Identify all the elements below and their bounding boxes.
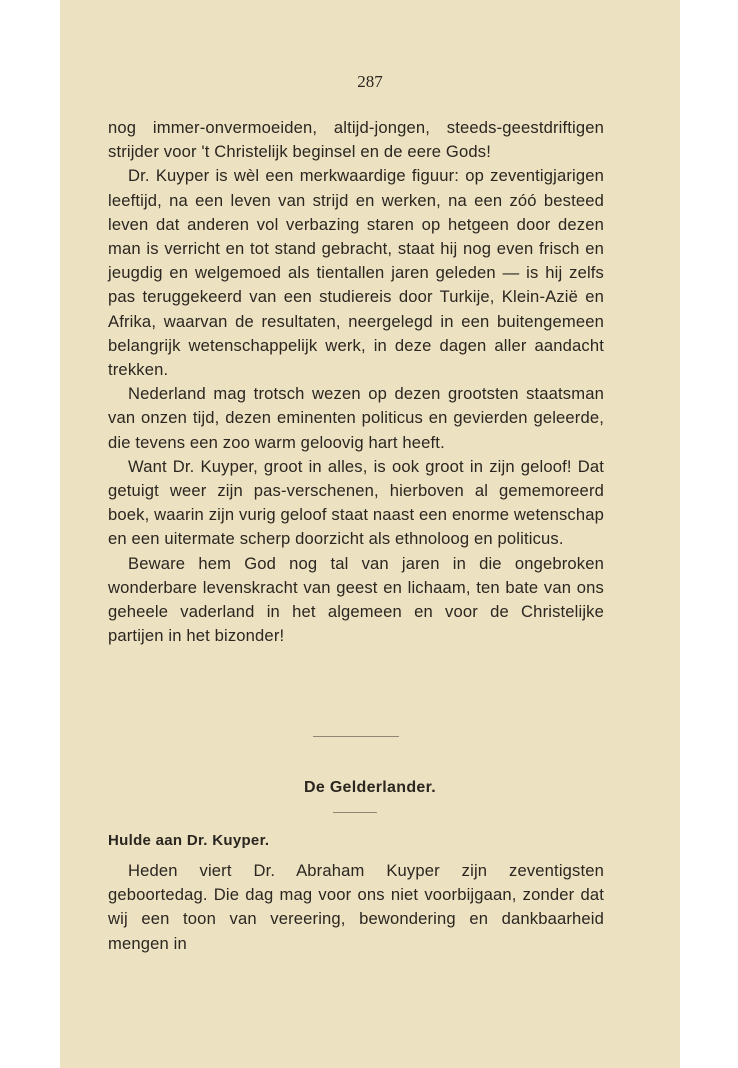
- paragraph: Want Dr. Kuyper, groot in alles, is ook groot in zijn geloof! Dat getuigt weer zijn pas-verschenen, hierboven al gememoreerd boek, waarin zijn vurig geloof staat naast een enorme wetenschap en een uitermate scherp doorzicht als ethnoloog en politicus.: [108, 456, 604, 549]
- paragraph: nog immer-onvermoeiden, altijd-jongen, steeds-geestdriftigen strijder voor 't Christelijk beginsel en de eere Gods!: [108, 118, 604, 162]
- paragraph: Heden viert Dr. Abraham Kuyper zijn zeventigsten geboortedag. Die dag mag voor ons niet voorbijgaan, zonder dat wij een toon van vereering, bewondering en dankbaarheid mengen in: [108, 861, 604, 953]
- section-title: De Gelderlander.: [304, 779, 436, 796]
- book-page: [60, 0, 680, 1068]
- upper-text-block: [108, 116, 604, 648]
- title-underline: [333, 812, 377, 813]
- page-number: 287: [357, 72, 383, 91]
- paragraph: Dr. Kuyper is wèl een merkwaardige figuur: op zeventigjarigen leeftijd, na een leven van strijd en werken, na een zóó besteed leven dat anderen vol verbazing staren op hetgeen door dezen man is verricht en tot stand gebracht, staat hij nog even frisch en jeugdig en welgemoed als tientallen jaren geleden — is hij zelfs pas teruggekeerd van een studiereis door Turkije, Klein-Azië en Afrika, waarvan de resultaten, neergelegd in een buitengemeen belangrijk wetenschappelijk werk, in deze dagen aller aandacht trekken.: [108, 166, 604, 380]
- section-divider: [313, 736, 399, 737]
- lower-text-block: [108, 859, 604, 956]
- paragraph: Nederland mag trotsch wezen op dezen grootsten staatsman van onzen tijd, dezen eminenten politicus en gevierden geleerde, die tevens een zoo warm geloovig hart heeft.: [108, 384, 604, 452]
- article-heading: Hulde aan Dr. Kuyper.: [108, 832, 270, 849]
- paragraph: Beware hem God nog tal van jaren in die ongebroken wonderbare levenskracht van geest en lichaam, ten bate van ons geheele vaderland in het algemeen en voor de Christelijke partijen in het bizonder!: [108, 553, 604, 646]
